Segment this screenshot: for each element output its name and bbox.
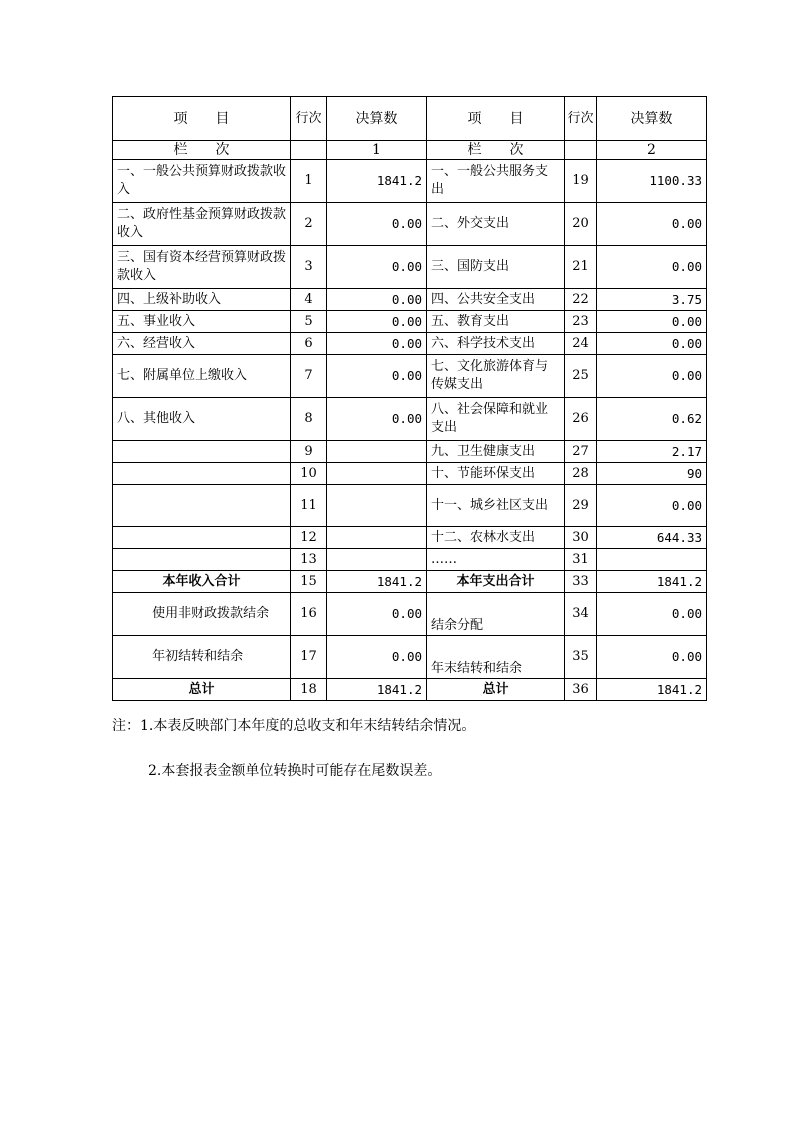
expense-line-number: 30 [565, 527, 597, 549]
expense-item-label: 十一、城乡社区支出 [427, 485, 565, 527]
income-item-label: 一、一般公共预算财政拨款收入 [113, 160, 291, 203]
expense-amount: 644.33 [597, 527, 707, 549]
income-amount: 0.00 [327, 289, 427, 311]
expense-item-label: 十二、农林水支出 [427, 527, 565, 549]
income-item-label: 八、其他收入 [113, 398, 291, 441]
expense-line-number: 28 [565, 463, 597, 485]
column-index-row [113, 141, 707, 160]
expense-line-number: 36 [565, 679, 597, 701]
income-line-number: 15 [291, 571, 327, 593]
expense-item-label: 六、科学技术支出 [427, 333, 565, 355]
total-year-row [113, 571, 707, 593]
expense-item-label: 五、教育支出 [427, 311, 565, 333]
income-item-label [113, 441, 291, 463]
expense-amount: 2.17 [597, 441, 707, 463]
income-item-label [113, 527, 291, 549]
header-item-left: 项 目 [113, 97, 291, 141]
col-index-blank-left [291, 141, 327, 160]
col-label-right: 栏 次 [427, 141, 565, 160]
income-item-label [113, 485, 291, 527]
table-row [113, 160, 707, 203]
table-row [113, 485, 707, 527]
col-index-2: 2 [597, 141, 707, 160]
col-index-1: 1 [327, 141, 427, 160]
expense-item-label: 总计 [427, 679, 565, 701]
income-amount: 0.00 [327, 333, 427, 355]
income-amount: 1841.2 [327, 679, 427, 701]
income-item-label: 七、附属单位上缴收入 [113, 355, 291, 398]
income-line-number: 7 [291, 355, 327, 398]
col-index-blank-right [565, 141, 597, 160]
expense-item-label: 二、外交支出 [427, 203, 565, 246]
income-amount: 0.00 [327, 311, 427, 333]
header-amount-right: 决算数 [597, 97, 707, 141]
income-item-label: 本年收入合计 [113, 571, 291, 593]
expense-line-number: 20 [565, 203, 597, 246]
expense-item-label: 年末结转和结余 [427, 636, 565, 679]
expense-item-label: 一、一般公共服务支出 [427, 160, 565, 203]
expense-line-number: 35 [565, 636, 597, 679]
income-amount: 1841.2 [327, 160, 427, 203]
header-amount-left: 决算数 [327, 97, 427, 141]
expense-amount: 1100.33 [597, 160, 707, 203]
table-row [113, 549, 707, 571]
income-amount [327, 463, 427, 485]
expense-item-label: 八、社会保障和就业支出 [427, 398, 565, 441]
sub-row [113, 636, 707, 679]
income-amount: 1841.2 [327, 571, 427, 593]
expense-amount: 0.00 [597, 636, 707, 679]
grand-total-row [113, 679, 707, 701]
footnotes [112, 716, 475, 781]
footnote-1: 注：1.本表反映部门本年度的总收支和年末结转结余情况。 [112, 718, 476, 734]
expense-amount: 0.62 [597, 398, 707, 441]
expense-amount: 90 [597, 463, 707, 485]
header-line-no-right: 行次 [565, 97, 597, 141]
financial-summary-table [112, 96, 707, 701]
income-line-number: 16 [291, 593, 327, 636]
expense-amount: 0.00 [597, 246, 707, 289]
expense-item-label: …… [427, 549, 565, 571]
income-line-number: 13 [291, 549, 327, 571]
expense-item-label: 本年支出合计 [427, 571, 565, 593]
income-amount: 0.00 [327, 398, 427, 441]
income-amount: 0.00 [327, 355, 427, 398]
expense-amount: 0.00 [597, 485, 707, 527]
expense-line-number: 31 [565, 549, 597, 571]
header-item-right: 项 目 [427, 97, 565, 141]
expense-amount: 3.75 [597, 289, 707, 311]
expense-item-label: 三、国防支出 [427, 246, 565, 289]
expense-line-number: 21 [565, 246, 597, 289]
income-amount: 0.00 [327, 246, 427, 289]
expense-amount: 0.00 [597, 355, 707, 398]
expense-item-label: 四、公共安全支出 [427, 289, 565, 311]
expense-line-number: 25 [565, 355, 597, 398]
table-row [113, 527, 707, 549]
income-line-number: 9 [291, 441, 327, 463]
income-line-number: 6 [291, 333, 327, 355]
expense-amount [597, 549, 707, 571]
income-item-label: 使用非财政拨款结余 [113, 593, 291, 636]
expense-amount: 1841.2 [597, 679, 707, 701]
table-row [113, 289, 707, 311]
income-line-number: 3 [291, 246, 327, 289]
expense-amount: 0.00 [597, 311, 707, 333]
income-item-label: 三、国有资本经营预算财政拨款收入 [113, 246, 291, 289]
income-amount: 0.00 [327, 636, 427, 679]
income-amount [327, 549, 427, 571]
income-item-label: 总计 [113, 679, 291, 701]
income-line-number: 11 [291, 485, 327, 527]
income-line-number: 8 [291, 398, 327, 441]
table-row [113, 355, 707, 398]
income-line-number: 12 [291, 527, 327, 549]
income-amount [327, 441, 427, 463]
income-line-number: 18 [291, 679, 327, 701]
expense-line-number: 24 [565, 333, 597, 355]
income-line-number: 5 [291, 311, 327, 333]
income-amount: 0.00 [327, 203, 427, 246]
income-item-label: 年初结转和结余 [113, 636, 291, 679]
expense-amount: 0.00 [597, 203, 707, 246]
expense-line-number: 29 [565, 485, 597, 527]
expense-line-number: 33 [565, 571, 597, 593]
expense-amount: 0.00 [597, 333, 707, 355]
table-row [113, 333, 707, 355]
col-label-left: 栏 次 [113, 141, 291, 160]
sub-row [113, 593, 707, 636]
income-amount [327, 485, 427, 527]
table-row [113, 463, 707, 485]
expense-amount: 1841.2 [597, 571, 707, 593]
table-row [113, 311, 707, 333]
income-line-number: 4 [291, 289, 327, 311]
expense-line-number: 27 [565, 441, 597, 463]
income-amount [327, 527, 427, 549]
income-item-label [113, 463, 291, 485]
expense-item-label: 七、文化旅游体育与传媒支出 [427, 355, 565, 398]
income-line-number: 17 [291, 636, 327, 679]
expense-item-label: 十、节能环保支出 [427, 463, 565, 485]
footnote-2: 2.本套报表金额单位转换时可能存在尾数误差。 [148, 763, 442, 779]
income-item-label: 五、事业收入 [113, 311, 291, 333]
income-item-label: 二、政府性基金预算财政拨款收入 [113, 203, 291, 246]
expense-item-label: 九、卫生健康支出 [427, 441, 565, 463]
income-item-label [113, 549, 291, 571]
table-row [113, 398, 707, 441]
income-amount: 0.00 [327, 593, 427, 636]
table-row [113, 203, 707, 246]
table-row [113, 441, 707, 463]
income-item-label: 四、上级补助收入 [113, 289, 291, 311]
header-row [113, 97, 707, 141]
expense-line-number: 34 [565, 593, 597, 636]
income-item-label: 六、经营收入 [113, 333, 291, 355]
expense-line-number: 22 [565, 289, 597, 311]
expense-line-number: 19 [565, 160, 597, 203]
expense-line-number: 26 [565, 398, 597, 441]
expense-item-label: 结余分配 [427, 593, 565, 636]
income-line-number: 10 [291, 463, 327, 485]
expense-line-number: 23 [565, 311, 597, 333]
header-line-no-left: 行次 [291, 97, 327, 141]
table-row [113, 246, 707, 289]
expense-amount: 0.00 [597, 593, 707, 636]
income-line-number: 1 [291, 160, 327, 203]
income-line-number: 2 [291, 203, 327, 246]
